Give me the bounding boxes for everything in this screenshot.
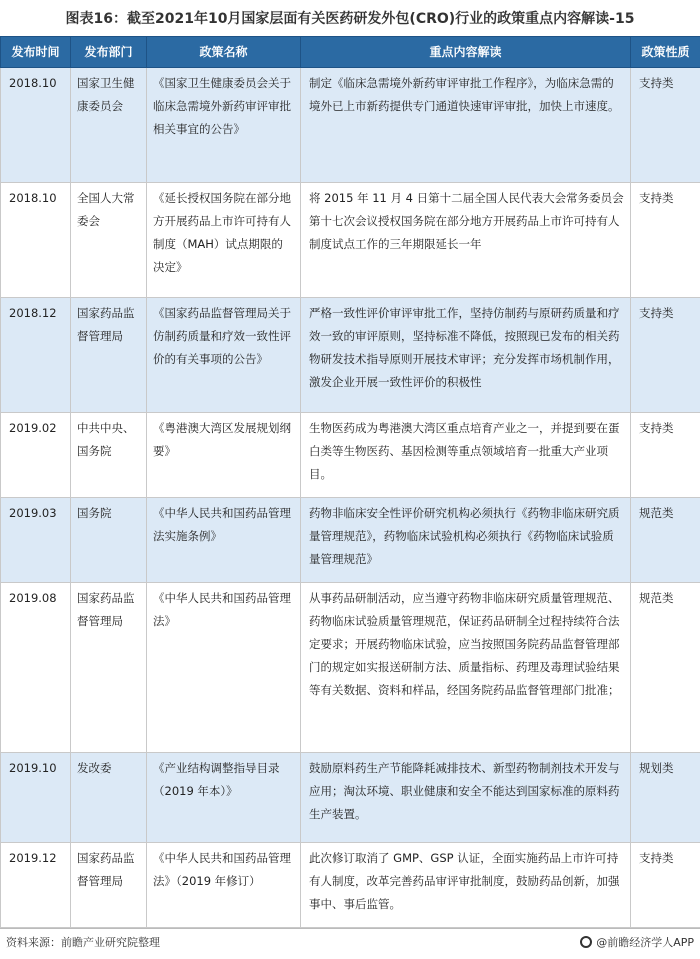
cell-nature: 支持类 — [631, 68, 700, 183]
cell-content — [301, 298, 631, 413]
cell-date: 2019.03 — [1, 498, 71, 583]
cell-policy-name: 《中华人民共和国药品管理法实施条例》 — [147, 498, 301, 583]
table-row — [1, 843, 700, 928]
cell-content: 药物非临床安全性评价研究机构必须执行《药物非临床研究质量管理规范》，药物临床试验机构必须执行《药物临床试验质量管理规范》 — [301, 498, 631, 583]
table-row — [1, 183, 700, 298]
cell-content: 生物医药成为粤港澳大湾区重点培育产业之一，并提到要在蛋白类等生物医药、基因检测等重点领域培育一批重大产业项目。 — [301, 413, 631, 498]
table-row — [1, 413, 700, 498]
cell-dept: 中共中央、国务院 — [71, 413, 147, 498]
cell-date: 2019.10 — [1, 753, 71, 843]
cell-nature: 规划类 — [631, 753, 700, 843]
table-header-row — [1, 37, 700, 68]
cell-policy-name: 《延长授权国务院在部分地方开展药品上市许可持有人制度（MAH）试点期限的决定》 — [147, 183, 301, 298]
cell-content: 制定《临床急需境外新药审评审批工作程序》，为临床急需的境外已上市新药提供专门通道快速审评审批，加快上市速度。 — [301, 68, 631, 183]
header-content: 重点内容解读 — [301, 37, 631, 68]
cell-nature: 规范类 — [631, 498, 700, 583]
footer — [0, 928, 700, 955]
brand-label: @前瞻经济学人APP — [596, 936, 694, 949]
cell-nature: 规范类 — [631, 583, 700, 753]
cell-dept: 发改委 — [71, 753, 147, 843]
cell-nature: 支持类 — [631, 298, 700, 413]
cell-content: 鼓励原料药生产节能降耗减排技术、新型药物制剂技术开发与应用；淘汰环境、职业健康和安全不能达到国家标准的原料药生产装置。 — [301, 753, 631, 843]
brand-logo-icon — [580, 936, 592, 948]
cell-policy-name: 《中华人民共和国药品管理法》（2019 年修订） — [147, 843, 301, 928]
cell-content: 此次修订取消了 GMP、GSP 认证，全面实施药品上市许可持有人制度，改革完善药品审评审批制度，鼓励药品创新，加强事中、事后监管。 — [301, 843, 631, 928]
header-name: 政策名称 — [147, 37, 301, 68]
table-row — [1, 498, 700, 583]
cell-policy-name: 《粤港澳大湾区发展规划纲要》 — [147, 413, 301, 498]
cell-dept: 国务院 — [71, 498, 147, 583]
table-row — [1, 298, 700, 413]
cell-date: 2019.08 — [1, 583, 71, 753]
cell-date: 2018.12 — [1, 298, 71, 413]
cell-date: 2018.10 — [1, 68, 71, 183]
cell-dept: 国家药品监督管理局 — [71, 298, 147, 413]
brand — [580, 934, 694, 950]
cell-nature: 支持类 — [631, 843, 700, 928]
cell-dept: 全国人大常委会 — [71, 183, 147, 298]
cell-nature: 支持类 — [631, 413, 700, 498]
cell-content: 将 2015 年 11 月 4 日第十二届全国人民代表大会常务委员会第十七次会议授权国务院在部分地方开展药品上市许可持有人制度试点工作的三年期限延长一年 — [301, 183, 631, 298]
source-note: 资料来源：前瞻产业研究院整理 — [6, 936, 160, 949]
policy-table — [0, 36, 700, 928]
chart-title: 图表16：截至2021年10月国家层面有关医药研发外包(CRO)行业的政策重点内容解读-15 — [65, 11, 635, 27]
header-dept: 发布部门 — [71, 37, 147, 68]
cell-date: 2019.12 — [1, 843, 71, 928]
cell-policy-name: 《中华人民共和国药品管理法》 — [147, 583, 301, 753]
cell-dept: 国家药品监督管理局 — [71, 583, 147, 753]
table-row — [1, 753, 700, 843]
cell-policy-name: 《产业结构调整指导目录（2019 年本）》 — [147, 753, 301, 843]
cell-date: 2018.10 — [1, 183, 71, 298]
cell-nature: 支持类 — [631, 183, 700, 298]
header-date: 发布时间 — [1, 37, 71, 68]
cell-policy-name: 《国家药品监督管理局关于仿制药质量和疗效一致性评价的有关事项的公告》 — [147, 298, 301, 413]
cell-content-text: 严格一致性评价审评审批工作，坚持仿制药与原研药质量和疗效一致的审评原则，坚持标准不降低，按照现已发布的相关药物研发技术指导原则开展技术审评；充分发挥市场机制作用，激发企业开展一致性评价的积极性 — [309, 306, 620, 389]
cell-date: 2019.02 — [1, 413, 71, 498]
table-row — [1, 68, 700, 183]
cell-policy-name: 《国家卫生健康委员会关于临床急需境外新药审评审批相关事宜的公告》 — [147, 68, 301, 183]
cell-dept: 国家卫生健康委员会 — [71, 68, 147, 183]
cell-content: 从事药品研制活动，应当遵守药物非临床研究质量管理规范、药物临床试验质量管理规范，保证药品研制全过程持续符合法定要求；开展药物临床试验，应当按照国务院药品监督管理部门的规定如实报送研制方法、质量指标、药理及毒理试验结果等有关数据、资料和样品，经国务院药品监督管理部门批准； — [301, 583, 631, 753]
cell-dept: 国家药品监督管理局 — [71, 843, 147, 928]
table-row — [1, 583, 700, 753]
header-nature: 政策性质 — [631, 37, 700, 68]
